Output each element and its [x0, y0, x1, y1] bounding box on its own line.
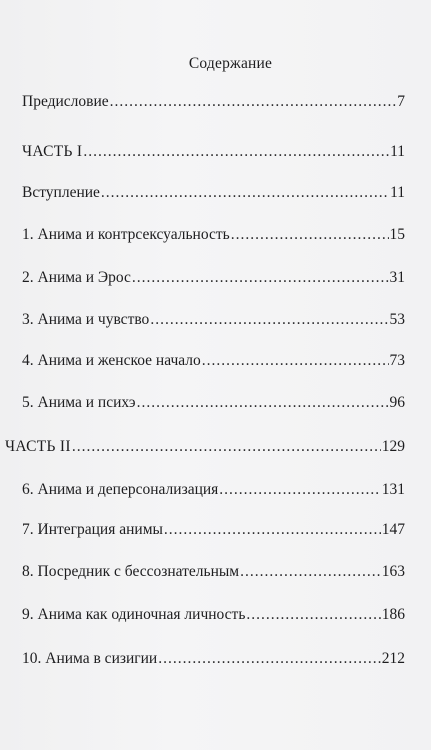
- dot-leader: [150, 310, 388, 330]
- toc-entry-label: 5. Анима и психэ: [22, 394, 136, 411]
- toc-entry-page: 163: [381, 563, 405, 580]
- toc-entry-label: 4. Анима и женское начало: [22, 352, 201, 369]
- toc-entry-page: 131: [381, 481, 405, 498]
- toc-entry: [22, 225, 405, 245]
- toc-entry-label: 1. Анима и контрсексуальность: [22, 226, 230, 243]
- toc-entry-label: ЧАСТЬ II: [5, 438, 71, 455]
- page-title: Содержание: [188, 55, 273, 72]
- toc-entry-label: 10. Анима в сизигии: [22, 650, 158, 667]
- toc-entry: [22, 351, 405, 371]
- toc-entry: [22, 268, 405, 288]
- toc-entry-label: Вступление: [22, 184, 100, 201]
- dot-leader: [219, 480, 380, 500]
- dot-leader: [202, 351, 389, 371]
- toc-entry: [22, 310, 405, 330]
- toc-entry-label: 6. Анима и деперсонализация: [22, 481, 219, 498]
- toc-entry-label: 2. Анима и Эрос: [22, 269, 131, 286]
- toc-entry: [22, 605, 405, 625]
- toc-entry: [22, 393, 405, 413]
- toc-entry: [22, 520, 405, 540]
- dot-leader: [137, 393, 389, 413]
- toc-entry-page: 31: [389, 269, 405, 286]
- toc-entry-label: 3. Анима и чувство: [22, 311, 150, 328]
- toc-entry: [22, 183, 405, 203]
- dot-leader: [240, 562, 381, 582]
- dot-leader: [83, 142, 389, 162]
- toc-entry-page: 73: [389, 352, 405, 369]
- toc-entry-page: 212: [381, 650, 405, 667]
- toc-entry-page: 11: [390, 143, 405, 160]
- toc-entry-label: Предисловие: [22, 93, 109, 110]
- dot-leader: [132, 268, 389, 288]
- dot-leader: [231, 225, 389, 245]
- toc-entry: [22, 562, 405, 582]
- toc-entry-page: 186: [381, 606, 405, 623]
- toc-entry: [22, 142, 405, 162]
- toc-entry: [5, 437, 405, 457]
- toc-entry: [22, 649, 405, 669]
- toc-entry-label: ЧАСТЬ I: [22, 143, 83, 160]
- dot-leader: [72, 437, 381, 457]
- toc-entry-page: 7: [397, 93, 405, 110]
- toc-entry-page: 53: [389, 311, 405, 328]
- dot-leader: [158, 649, 381, 669]
- dot-leader: [164, 520, 381, 540]
- toc-entry-page: 147: [381, 521, 405, 538]
- dot-leader: [246, 605, 380, 625]
- toc-entry: [22, 92, 405, 112]
- toc-entry-page: 96: [389, 394, 405, 411]
- toc-entry-label: 9. Анима как одиночная личность: [22, 606, 246, 623]
- toc-entry: [22, 480, 405, 500]
- toc-entry-page: 129: [381, 438, 405, 455]
- dot-leader: [110, 92, 397, 112]
- toc-entry-page: 15: [389, 226, 405, 243]
- toc-entry-label: 8. Посредник с бессознательным: [22, 563, 240, 580]
- dot-leader: [101, 183, 389, 203]
- toc-entry-page: 11: [390, 184, 405, 201]
- toc-entry-label: 7. Интеграция анимы: [22, 521, 163, 538]
